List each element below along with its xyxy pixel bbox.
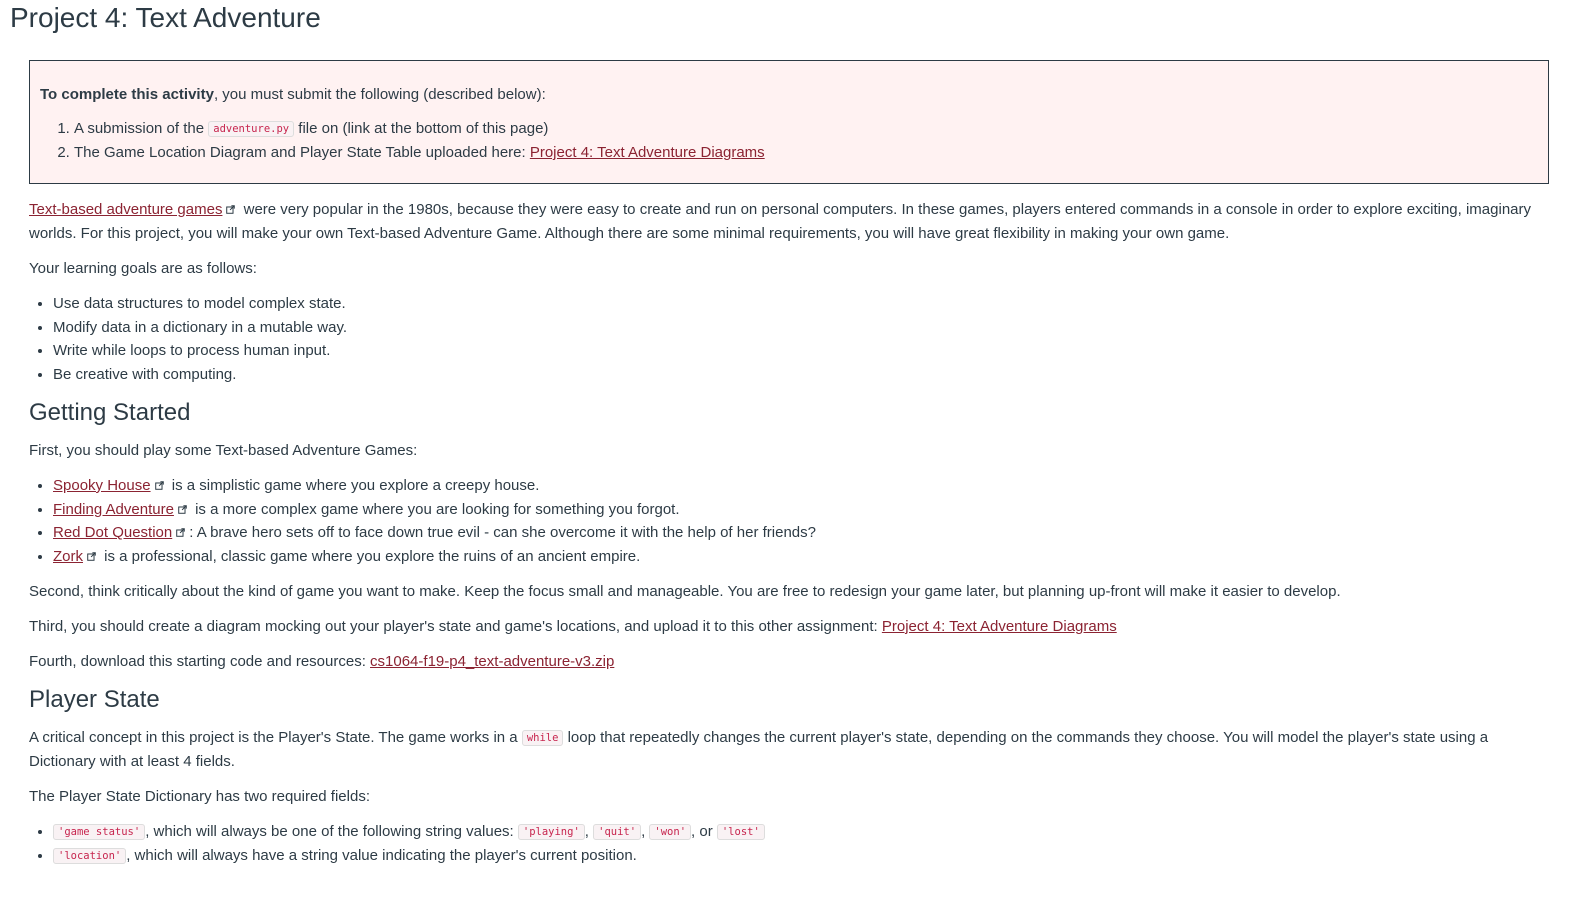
requirement-text: file on (link at the bottom of this page) bbox=[294, 120, 549, 137]
goal-item: • Write while loops to process human input. bbox=[53, 339, 1549, 363]
requirement-text: The Game Location Diagram and Player State Table uploaded here: bbox=[74, 144, 530, 161]
callout-intro-rest: , you must submit the following (described below): bbox=[213, 86, 546, 103]
spooky-house-link[interactable]: Spooky House bbox=[53, 476, 151, 494]
callout-intro bbox=[40, 83, 1538, 107]
requirement-text: A submission of the bbox=[74, 120, 209, 137]
required-fields-list bbox=[29, 820, 1549, 869]
zork-link[interactable]: Zork bbox=[53, 547, 83, 565]
won-code: 'won' bbox=[649, 824, 691, 840]
requirements-list bbox=[40, 117, 1538, 165]
external-link-icon bbox=[155, 481, 164, 490]
field-item bbox=[53, 820, 1549, 845]
required-fields-lead: The Player State Dictionary has two required fields: bbox=[29, 787, 370, 805]
goals-lead: Your learning goals are as follows: bbox=[29, 260, 257, 277]
games-list bbox=[29, 474, 1549, 569]
third-paragraph bbox=[29, 615, 1549, 639]
separator: , bbox=[641, 822, 650, 840]
requirement-item bbox=[74, 141, 1538, 165]
quit-code: 'quit' bbox=[593, 824, 641, 840]
second-paragraph: Second, think critically about the kind of game you want to make. Keep the focus small and manageable. You are free to redesign your game later, but planning up-front will make it easier to develop. bbox=[29, 582, 1341, 600]
text-adventure-games-link[interactable]: Text-based adventure games bbox=[29, 201, 223, 218]
game-item bbox=[53, 498, 1549, 522]
first-paragraph: First, you should play some Text-based Adventure Games: bbox=[29, 441, 418, 459]
lost-code: 'lost' bbox=[717, 824, 765, 840]
adventure-py-code: adventure.py bbox=[208, 121, 294, 137]
separator: , bbox=[584, 822, 594, 840]
fourth-text: Fourth, download this starting code and resources: bbox=[29, 652, 371, 670]
content bbox=[29, 60, 1549, 880]
goal-item: • Be creative with computing. bbox=[53, 363, 1549, 387]
page-title: Project 4: Text Adventure bbox=[10, 2, 321, 33]
game-item bbox=[53, 474, 1549, 498]
field-text: , which will always be one of the following string values: bbox=[145, 822, 518, 840]
external-link-icon bbox=[87, 552, 96, 561]
game-item bbox=[53, 545, 1549, 569]
intro-text: were very popular in the 1980s, because they were easy to create and run on personal computers. In these games, players entered commands in a console in order to explore exciting, imaginary worlds. For this project, you will make your own Text-based Adventure Game. Although there are some minimal requirements, you will have great flexibility in making your own game. bbox=[29, 201, 1532, 242]
goal-item: • Use data structures to model complex state. bbox=[53, 292, 1549, 316]
diagrams-assignment-link[interactable]: Project 4: Text Adventure Diagrams bbox=[881, 617, 1117, 635]
red-dot-question-link[interactable]: Red Dot Question bbox=[53, 524, 173, 542]
location-code: 'location' bbox=[53, 848, 126, 864]
player-state-heading: Player State bbox=[29, 685, 160, 713]
field-text: , which will always have a string value indicating the player's current position. bbox=[126, 847, 637, 865]
intro-paragraph bbox=[29, 198, 1549, 246]
player-state-text: A critical concept in this project is the Player's State. The game works in a bbox=[29, 728, 522, 746]
field-item bbox=[53, 844, 1549, 869]
goal-item: • Modify data in a dictionary in a mutable way. bbox=[53, 316, 1549, 340]
getting-started-heading: Getting Started bbox=[29, 398, 191, 426]
player-state-paragraph bbox=[29, 726, 1549, 774]
requirement-item bbox=[74, 117, 1538, 141]
callout-intro-bold: To complete this activity bbox=[40, 86, 214, 103]
game-description: is a more complex game where you are looking for something you forgot. bbox=[195, 500, 680, 518]
goals-list bbox=[29, 292, 1549, 387]
player-state-text: loop that repeatedly changes the current player's state, depending on the commands they choose. You will model the player's state using a Dictionary with at least 4 fields. bbox=[29, 728, 1489, 770]
playing-code: 'playing' bbox=[518, 824, 585, 840]
game-description: is a simplistic game where you explore a creepy house. bbox=[171, 476, 540, 494]
separator: , or bbox=[691, 822, 717, 840]
diagrams-assignment-link[interactable]: Project 4: Text Adventure Diagrams bbox=[529, 144, 765, 161]
finding-adventure-link[interactable]: Finding Adventure bbox=[53, 500, 174, 518]
fourth-paragraph bbox=[29, 650, 1549, 674]
external-link-icon bbox=[178, 505, 187, 514]
game-status-code: 'game status' bbox=[53, 824, 145, 840]
requirements-callout bbox=[29, 60, 1549, 184]
starter-code-zip-link[interactable]: cs1064-f19-p4_text-adventure-v3.zip bbox=[370, 652, 615, 670]
external-link-icon bbox=[226, 205, 235, 214]
third-text: Third, you should create a diagram mocking out your player's state and game's locations, and upload it to this other assignment: bbox=[29, 617, 882, 635]
game-item bbox=[53, 521, 1549, 545]
while-code: while bbox=[522, 730, 564, 746]
external-link-icon bbox=[176, 528, 185, 537]
game-description: is a professional, classic game where you explore the ruins of an ancient empire. bbox=[104, 547, 641, 565]
game-description: : A brave hero sets off to face down true evil - can she overcome it with the help of her friends? bbox=[189, 524, 816, 542]
